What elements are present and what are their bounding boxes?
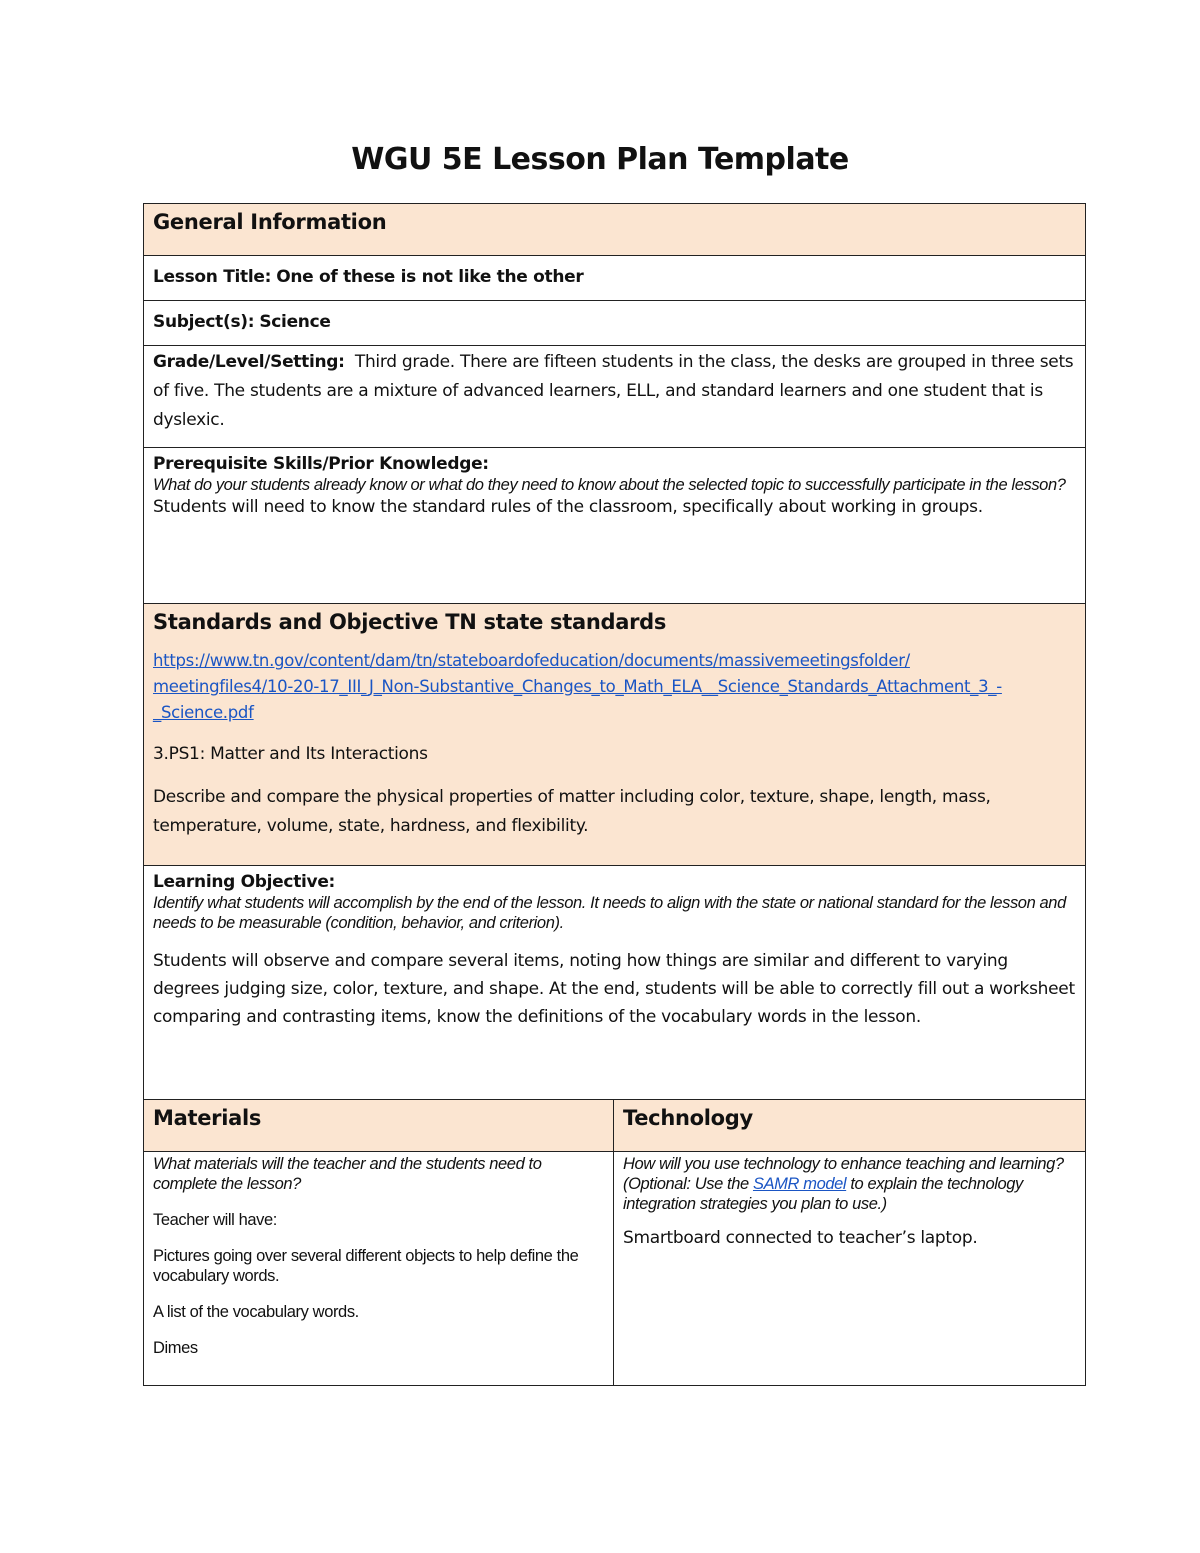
grade-level-label: Grade/Level/Setting:: [153, 352, 345, 372]
technology-header-cell: [614, 1100, 1085, 1151]
technology-value: Smartboard connected to teacher’s laptop.: [623, 1228, 978, 1248]
materials-body-cell: [144, 1152, 614, 1385]
technology-hint-text-end: to explain the technology integration strategies you plan to use.): [623, 1175, 1023, 1213]
subject-value: Science: [259, 312, 331, 332]
standards-link-block: [153, 648, 1076, 726]
standards-link-line-2: meetingfiles4/10-20-17_III_J_Non-Substantive_Changes_to_Math_ELA__Science_Standards_Attachment_3_-: [153, 677, 1002, 696]
learning-objective-hint: Identify what students will accomplish by the end of the lesson. It needs to align with the state or national standard for the lesson and needs to be measurable (condition, behavior, and criterion).: [153, 894, 1066, 932]
subject-label: Subject(s):: [153, 312, 255, 332]
technology-hint: [623, 1154, 1076, 1214]
technology-body-cell: [614, 1152, 1085, 1385]
general-info-heading: General Information: [153, 210, 387, 234]
samr-model-link[interactable]: SAMR model: [752, 1175, 847, 1193]
standard-description: Describe and compare the physical properties of matter including color, texture, shape, length, mass, temperature, volume, state, hardness, and flexibility.: [153, 787, 991, 836]
prerequisite-value: Students will need to know the standard rules of the classroom, specifically about working in groups.: [153, 497, 983, 517]
standards-link[interactable]: [153, 651, 1002, 722]
materials-item: A list of the vocabulary words.: [153, 1303, 359, 1321]
lesson-title-value: One of these is not like the other: [276, 267, 584, 287]
standard-code: 3.PS1: Matter and Its Interactions: [153, 744, 428, 764]
learning-objective-label: Learning Objective:: [153, 872, 336, 892]
materials-item: Teacher will have:: [153, 1211, 277, 1229]
subject-row: [143, 301, 1086, 346]
grade-level-text: [153, 348, 1076, 435]
learning-objective-value: Students will observe and compare several items, noting how things are similar and different to varying degrees judging size, color, texture, and shape. At the end, students will be able to correctly fill out a worksheet comparing and contrasting items, know the definitions of the vocabulary words in the lesson.: [153, 951, 1075, 1027]
materials-item: Pictures going over several different objects to help define the vocabulary words.: [153, 1247, 579, 1285]
technology-heading: Technology: [623, 1106, 753, 1130]
grade-level-row: [143, 346, 1086, 448]
grade-level-value: Third grade. There are fifteen students in the class, the desks are grouped in three sets of five. The students are a mixture of advanced learners, ELL, and standard learners and one student that is dyslexic.: [153, 352, 1074, 430]
materials-heading: Materials: [153, 1106, 262, 1130]
learning-objective-row: [143, 866, 1086, 1100]
standards-link-line-3: _Science.pdf: [153, 703, 254, 722]
materials-technology-header: [143, 1100, 1086, 1152]
prerequisite-label: Prerequisite Skills/Prior Knowledge:: [153, 454, 489, 474]
page-title: WGU 5E Lesson Plan Template: [351, 142, 849, 177]
standards-link-line-1: https://www.tn.gov/content/dam/tn/stateboardofeducation/documents/massivemeetingsfolder/: [153, 651, 910, 670]
materials-hint: What materials will the teacher and the students need to complete the lesson?: [153, 1155, 542, 1193]
lesson-title-row: [143, 256, 1086, 301]
materials-item: Dimes: [153, 1339, 198, 1357]
lesson-title-label: Lesson Title:: [153, 267, 272, 287]
general-info-header: [143, 203, 1086, 256]
prerequisite-row: [143, 448, 1086, 604]
materials-technology-body: [143, 1152, 1086, 1386]
prerequisite-hint: What do your students already know or what do they need to know about the selected topic to successfully participate in the lesson?: [153, 476, 1066, 494]
standards-heading: Standards and Objective TN state standards: [153, 610, 667, 634]
materials-header-cell: [144, 1100, 614, 1151]
lesson-plan-table: [143, 203, 1086, 1386]
technology-hint-text-start: How will you use technology to enhance teaching and learning? (Optional: Use the: [623, 1155, 1064, 1193]
standards-section: [143, 604, 1086, 866]
